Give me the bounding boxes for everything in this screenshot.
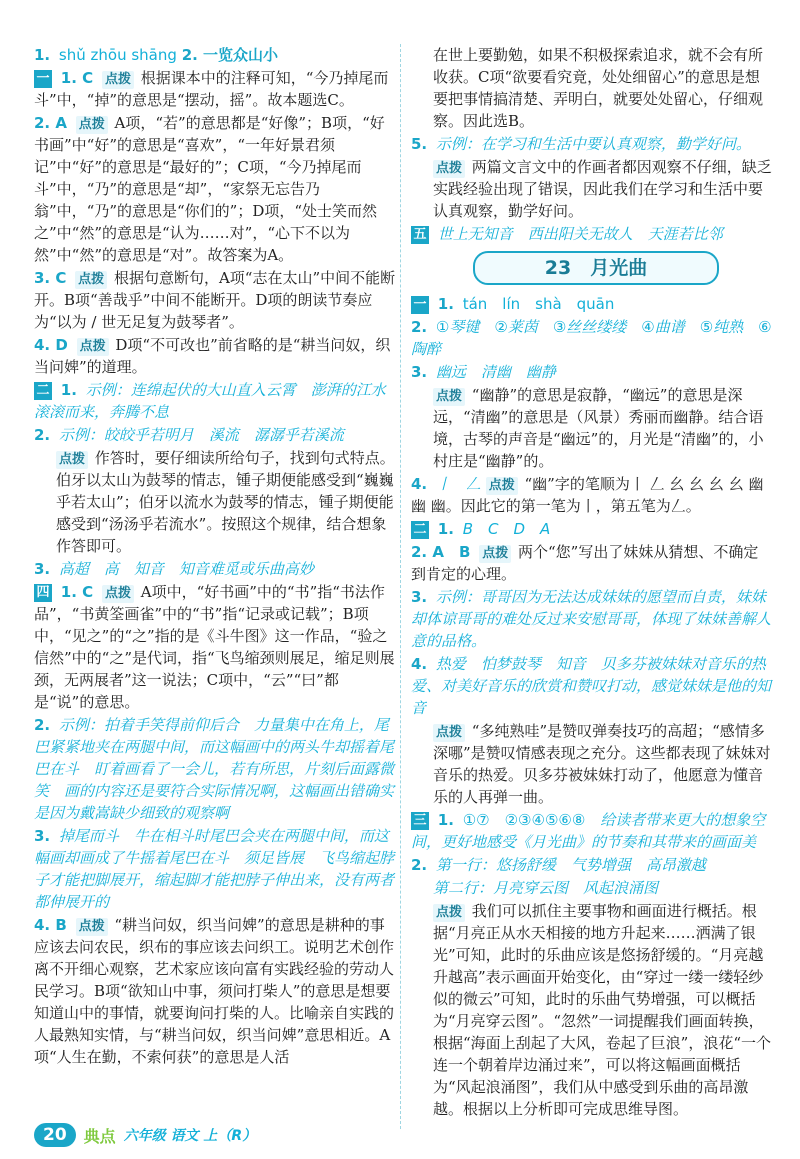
question-number: 4. — [411, 655, 428, 673]
answer-item — [411, 900, 773, 1120]
explanation-text: 根据句意断句，A项“志在太山”中间不能断开。B项“善哉乎”中间不能断开。D项的朗读节奏应为“以为 / 世无足复为鼓琴者”。 — [34, 269, 396, 331]
tip-badge: 点拨 — [102, 585, 134, 603]
answer-text: 示例：连绵起伏的大山直入云霄 澎湃的江水滚滚而来，奔腾不息 — [34, 381, 386, 421]
answer-text: 示例：拍着手笑得前仰后合 力量集中在角上，尾巴紧紧地夹在两腿中间，而这幅画中的两头牛却摇着尾巴在斗 盯着画看了一会儿，若有所思，片刻后面露微笑 画的内容还是要符合实际情况啊，这幅画出错确实是因为戴嵩缺少细致的观察啊 — [34, 716, 395, 822]
tip-badge: 点拨 — [102, 71, 134, 89]
answer-item — [34, 44, 396, 66]
section-marker: 一 — [411, 296, 429, 314]
pinyin-answer: shǔ zhōu shāng — [58, 46, 177, 64]
explanation-text: “幽”字的笔顺为丨 𠃋 幺 幺 幺 幺 幽 幽 幽。因此它的第一笔为丨，第五笔为𠃋。 — [411, 475, 764, 515]
section-marker: 二 — [411, 521, 429, 539]
explanation-text: 在世上要勤勉，如果不积极探索追求，就不会有所收获。C项“欲要看究竟，处处细留心”的意思是想要把事情搞清楚、弄明白，就要处处留心，仔细观察。因此选B。 — [433, 46, 764, 130]
explanation-text: 作答时，要仔细读所给句子，找到句式特点。伯牙以太山为鼓琴的情志，锺子期便能感受到“巍巍乎若太山”；伯牙以流水为鼓琴的情志，锺子期便能感受到“汤汤乎若流水”。按照这个规律，结合想象作答即可。 — [56, 449, 395, 555]
question-number: 2. — [34, 716, 51, 734]
explanation-text: “耕当问奴，织当问婢”的意思是耕种的事应该去问农民，织布的事应该去问织工。说明艺术创作离不开细心观察，艺术家应该向富有实践经验的劳动人民学习。B项“欲知山中事，须问打柴人”的意思是想要知道山中的事情，就要询问打柴的人。比喻亲自实践的人最熟知实情，与“耕当问奴，织当问婢”意思相近。A项“人生在勤，不索何获”的意思是人活 — [34, 916, 395, 1066]
answer-item — [34, 267, 396, 333]
tip-badge: 点拨 — [433, 160, 465, 178]
answer-text: 示例：哥哥因为无法达成妹妹的愿望而自责，妹妹却体谅哥哥的难处反过来安慰哥哥，体现了妹妹善解人意的品格。 — [411, 588, 772, 650]
answer-item — [34, 67, 396, 111]
answer-text: 示例：皎皎乎若明月 溪流 潺潺乎若溪流 — [58, 426, 344, 444]
answer-item — [411, 809, 773, 853]
question-number: 2. — [411, 856, 428, 874]
answer-item — [34, 334, 396, 378]
explanation-text: A项，“若”的意思都是“好像”；B项，“好书画”中“好”的意思是“喜欢”，“一年好景君须记”中“好”的意思是“最好的”；C项，“今乃掉尾而斗”中，“乃”的意思是“却”，“家祭无忘告乃翁”中，“乃”的意思是“你们的”；D项，“处士笑而然之”中“然”的意思是“认为……对”，“心下不以为然”中“然”的意思是“对”。故答案为A。 — [34, 114, 385, 264]
question-number: 1. C — [60, 583, 94, 601]
answer-text: 掉尾而斗 牛在相斗时尾巴会夹在两腿中间，而这幅画却画成了牛摇着尾巴在斗 须足皆展 飞鸟缩起脖子才能把脚展开，缩起脚才能把脖子伸出来，没有两者都伸展开的 — [34, 827, 395, 911]
section-marker: 四 — [34, 584, 52, 602]
question-number: 2. A B — [411, 543, 471, 561]
answer-item — [411, 384, 773, 472]
question-number: 4. — [411, 475, 428, 493]
pinyin-answer: tán lín shà quān — [462, 295, 615, 313]
question-number: 4. B — [34, 916, 67, 934]
tip-badge: 点拨 — [433, 904, 465, 922]
question-number: 3. — [411, 363, 428, 381]
answer-item — [411, 877, 773, 899]
question-number: 3. — [411, 588, 428, 606]
section-marker: 五 — [411, 226, 429, 244]
section-marker: 二 — [34, 382, 52, 400]
explanation-text: 我们可以抓住主要事物和画面进行概括。根据“月亮正从水天相接的地方升起来……洒满了银光”可知，此时的乐曲应该是悠扬舒缓的。“月亮越升越高”表示画面开始变化，由“穿过一缕一缕轻纱似的微云”可知，此时的乐曲气势增强，可以概括为“月亮穿云图”。“忽然”一词提醒我们画面转换，根据“海面上刮起了大风，卷起了巨浪”，浪花“一个连一个朝着岸边涌过来”，可以将这幅画面概括为“风起浪涌图”，我们从中感受到乐曲的高昂激越。根据以上分析即可完成思维导图。 — [433, 902, 772, 1118]
explanation-text: 两个“您”写出了妹妹从猜想、不确定到肯定的心理。 — [411, 543, 759, 583]
page-footer — [34, 1122, 256, 1148]
column-divider — [400, 44, 401, 1129]
answer-text: ①琴键 ②莱茵 ③丝丝缕缕 ④曲谱 ⑤纯熟 ⑥陶醉 — [411, 318, 772, 358]
answer-item — [34, 379, 396, 423]
answer-item — [411, 361, 773, 383]
question-number: 3. — [34, 827, 51, 845]
explanation-text: 两篇文言文中的作画者都因观察不仔细，缺乏实践经验出现了错误，因此我们在学习和生活中要认真观察，勤学好问。 — [433, 158, 772, 220]
question-number: 2. — [411, 318, 428, 336]
tip-badge: 点拨 — [75, 271, 107, 289]
answer-item — [411, 223, 773, 245]
answer-item — [34, 558, 396, 580]
question-number: 1. — [437, 811, 454, 829]
tip-badge: 点拨 — [77, 338, 109, 356]
answer-item — [34, 825, 396, 913]
explanation-text: D项“不可改也”前省略的是“耕当问奴，织当问婢”的道理。 — [34, 336, 391, 376]
answer-text: 丨 𠃋 — [435, 475, 481, 493]
answer-item — [411, 293, 773, 315]
lesson-title: 23 月光曲 — [473, 251, 719, 285]
section-marker: 一 — [34, 70, 52, 88]
section-marker: 三 — [411, 812, 429, 830]
answer-item — [411, 518, 773, 540]
question-number: 1. — [437, 295, 454, 313]
answer-text-2: 第二行：月亮穿云图 风起浪涌图 — [433, 879, 659, 897]
answer-text: 第一行：悠扬舒缓 气势增强 高昂激越 — [435, 856, 706, 874]
answer-item — [411, 541, 773, 585]
question-number: 2. A — [34, 114, 67, 132]
question-number: 4. D — [34, 336, 68, 354]
answer-text: 幽远 清幽 幽静 — [435, 363, 556, 381]
answer-item — [34, 424, 396, 446]
tip-badge: 点拨 — [433, 724, 465, 742]
answer-item — [411, 316, 773, 360]
answer-item — [34, 112, 396, 266]
tip-badge: 点拨 — [486, 477, 518, 495]
answer-item — [411, 44, 773, 132]
answer-item — [411, 133, 773, 155]
page-number: 20 — [34, 1123, 76, 1147]
question-number: 1. — [437, 520, 454, 538]
question-number: 2. — [34, 426, 51, 444]
answer-item — [411, 156, 773, 222]
tip-badge: 点拨 — [479, 545, 511, 563]
question-number: 1. — [60, 381, 77, 399]
answer-item — [411, 586, 773, 652]
answer-item — [411, 653, 773, 719]
question-number: 1. C — [60, 69, 94, 87]
answer-item — [34, 581, 396, 713]
question-number: 1. — [34, 46, 51, 64]
answer-item — [411, 473, 773, 517]
tip-badge: 点拨 — [433, 388, 465, 406]
tip-badge: 点拨 — [76, 918, 108, 936]
answer-item — [34, 914, 396, 1068]
answer-item — [34, 447, 396, 557]
footer-text: 六年级 语文 上（R） — [123, 1128, 257, 1144]
explanation-text: 根据课本中的注释可知，“今乃掉尾而斗”中，“掉”的意思是“摆动，摇”。故本题选C。 — [34, 69, 389, 109]
question-number: 3. — [34, 560, 51, 578]
explanation-text: A项中，“好书画”中的“书”指“书法作品”，“书黄筌画雀”中的“书”指“记录或记载”；B项中，“见之”的“之”指的是《斗牛图》这一作品，“验之信然”中的“之”是代词，指“飞鸟缩颈则展足，缩足则展颈，无两展者”这一说法；C项中，“云”“曰”都是“说”的意思。 — [34, 583, 395, 711]
right-column — [411, 44, 773, 1121]
answer-item — [34, 714, 396, 824]
answer-text: 高超 高 知音 知音难觅或乐曲高妙 — [58, 560, 314, 578]
answer-item — [411, 720, 773, 808]
answer-text: 示例：在学习和生活中要认真观察，勤学好问。 — [435, 135, 751, 153]
tip-badge: 点拨 — [76, 116, 108, 134]
answer-item — [411, 854, 773, 876]
question-number: 3. C — [34, 269, 67, 287]
tip-badge: 点拨 — [56, 451, 88, 469]
answer-text: 世上无知音 西出阳关无故人 天涯若比邻 — [437, 225, 723, 243]
answer-text: B C D A — [462, 520, 551, 538]
brand-logo: 典点 — [83, 1126, 116, 1146]
extra-answer: 2. 一览众山小 — [181, 46, 279, 64]
answer-text: ①⑦ ②③④⑤⑥⑧ 给读者带来更大的想象空间，更好地感受《月光曲》的节奏和其带来的画面美 — [411, 811, 766, 851]
explanation-text: “幽静”的意思是寂静，“幽远”的意思是深远，“清幽”的意思是（风景）秀丽而幽静。结合语境，古琴的声音是“幽远”的，月光是“清幽”的，小村庄是“幽静”的。 — [433, 386, 764, 470]
answer-text: 热爱 怕梦鼓琴 知音 贝多芬被妹妹对音乐的热爱、对美好音乐的欣赏和赞叹打动，感觉妹妹是他的知音 — [411, 655, 772, 717]
left-column — [34, 44, 396, 1069]
explanation-text: “多纯熟哇”是赞叹弹奏技巧的高超；“感情多深哪”是赞叹情感表现之充分。这些都表现了妹妹对音乐的热爱。贝多芬被妹妹打动了，他愿意为懂音乐的人再弹一曲。 — [433, 722, 771, 806]
question-number: 5. — [411, 135, 428, 153]
